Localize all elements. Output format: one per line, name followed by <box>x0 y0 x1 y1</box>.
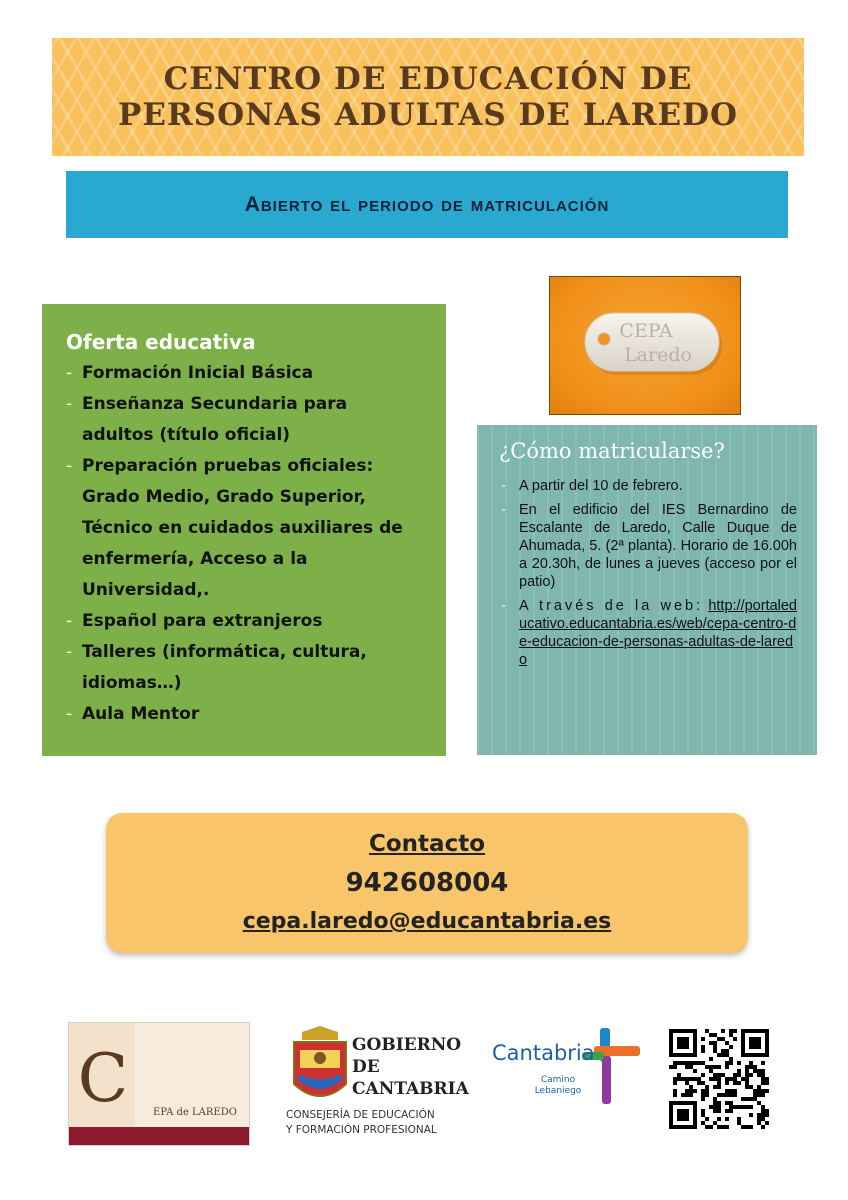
howto-item-date: - A partir del 10 de febrero. <box>501 478 683 494</box>
gob-line-3: CANTABRIA <box>352 1079 469 1099</box>
gob-sub-1: CONSEJERÍA DE EDUCACIÓN <box>286 1109 435 1121</box>
enrollment-web-link[interactable]: http://portaleducativo.educantabria.es/web/cepa-centro-de-educacion-de-personas-adultas-de-laredo <box>519 598 797 668</box>
cross-icon <box>582 1028 640 1104</box>
epa-logo-letter: C <box>77 1040 129 1117</box>
howto-panel <box>477 425 817 755</box>
howto-heading: ¿Cómo matricularse? <box>499 439 725 463</box>
camino-line-2: Lebaniego <box>534 1086 582 1096</box>
contact-card <box>106 813 748 953</box>
cepa-tag-photo <box>549 276 741 415</box>
tag-text-line2: Laredo <box>624 344 692 366</box>
howto-bullet: - <box>501 598 506 614</box>
offer-bullet: - <box>66 704 73 724</box>
title-banner <box>52 38 804 156</box>
offer-bullet: - <box>66 363 73 383</box>
offer-item: - Aula Mentor <box>66 699 424 730</box>
howto-bullet: - <box>501 478 506 494</box>
howto-list <box>499 477 797 669</box>
epa-laredo-logo <box>68 1022 250 1146</box>
contact-label: Contacto <box>369 831 485 857</box>
offer-bullet: - <box>66 642 73 662</box>
offer-panel <box>42 304 446 756</box>
howto-bullet: - <box>501 502 506 518</box>
offer-bullet: - <box>66 456 73 476</box>
qr-code[interactable] <box>668 1028 770 1130</box>
title-line-2: PERSONAS ADULTAS DE LAREDO <box>118 97 738 133</box>
epa-logo-text: EPA de LAREDO <box>153 1107 237 1118</box>
offer-bullet: - <box>66 611 73 631</box>
gob-line-1: GOBIERNO <box>352 1035 462 1055</box>
contact-phone[interactable]: 942608004 <box>345 868 509 898</box>
offer-item: - Preparación pruebas oficiales: Grado Medio, Grado Superior, Técnico en cuidados auxiliares de enfermería, Acceso a la Universidad,. <box>66 451 424 606</box>
gob-sub-2: Y FORMACIÓN PROFESIONAL <box>286 1124 437 1136</box>
offer-bullet: - <box>66 394 73 414</box>
offer-item: - Formación Inicial Básica <box>66 358 424 389</box>
offer-item: - Talleres (informática, cultura, idiomas…) <box>66 637 424 699</box>
cantabria-camino-lebaniego-logo <box>490 1026 642 1110</box>
offer-heading: Oferta educativa <box>66 330 256 354</box>
howto-item-web <box>499 597 797 669</box>
qr-code-icon <box>668 1028 770 1130</box>
howto-item-location: - En el edificio del IES Bernardino de Escalante de Laredo, Calle Duque de Ahumada, 5. (2ª planta). Horario de 16.00h a 20.30h, de lunes a jueves (acceso por el patio) <box>501 502 797 590</box>
tag-text-line1: CEPA <box>619 320 673 342</box>
offer-item: - Enseñanza Secundaria para adultos (título oficial) <box>66 389 424 451</box>
camino-line-1: Camino <box>540 1075 576 1085</box>
title-line-1: CENTRO DE EDUCACIÓN DE <box>163 61 693 97</box>
tag-illustration <box>550 277 740 414</box>
offer-list <box>66 358 424 730</box>
cantabria-word: Cantabria <box>492 1041 595 1065</box>
cantabria-coat-of-arms-icon <box>294 1026 346 1096</box>
offer-item: - Español para extranjeros <box>66 606 424 637</box>
enrollment-banner-text: Abierto el periodo de matriculación <box>244 192 610 216</box>
gobierno-cantabria-logo <box>282 1022 478 1140</box>
enrollment-banner <box>66 171 788 238</box>
gob-line-2: DE <box>352 1057 380 1077</box>
contact-email-link[interactable]: cepa.laredo@educantabria.es <box>242 909 612 934</box>
howto-web-prefix: A través de la web: <box>519 598 704 614</box>
